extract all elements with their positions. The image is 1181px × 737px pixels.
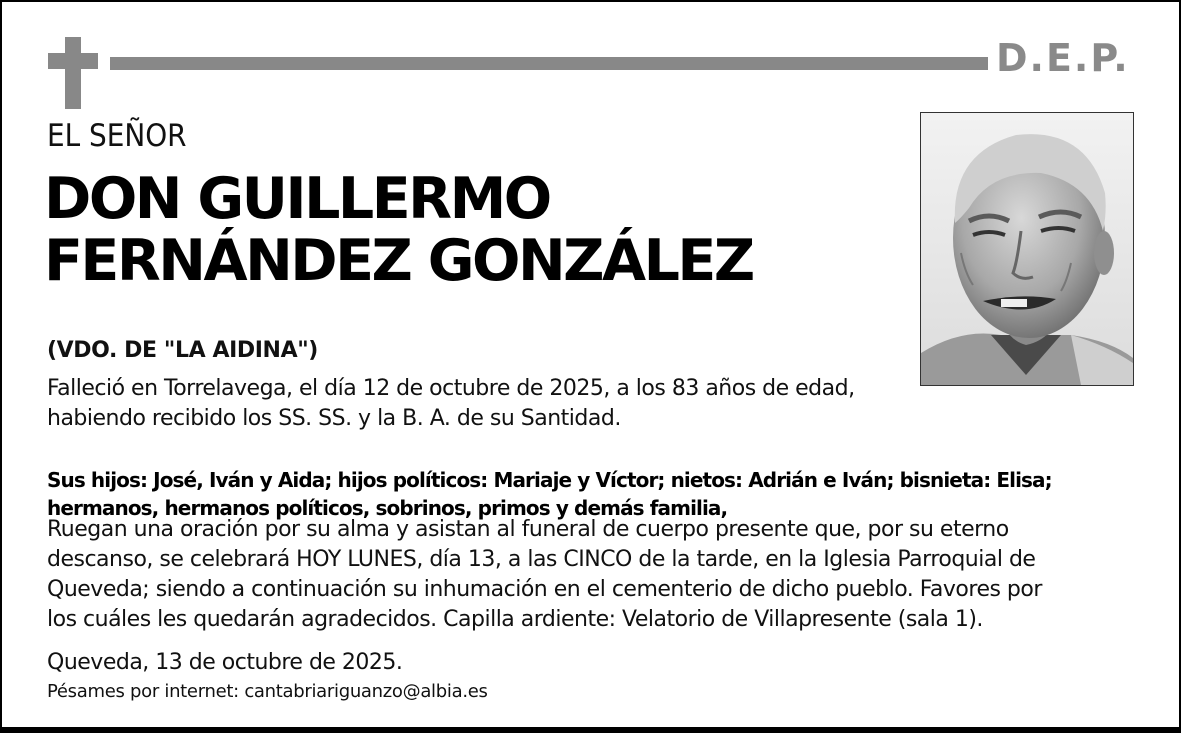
place-date-text: Queveda, 13 de octubre de 2025.	[47, 650, 403, 675]
portrait-photo	[920, 112, 1134, 386]
funeral-line: descanso, se celebrará HOY LUNES, día 13, a las CINCO de la tarde, en la Iglesia Parroquial de	[47, 547, 1036, 572]
funeral-line: los cuáles les quedarán agradecidos. Capilla ardiente: Velatorio de Villapresente (sala 1).	[47, 607, 983, 632]
funeral-line: Ruegan una oración por su alma y asistan al funeral de cuerpo presente que, por su eterno	[47, 517, 1009, 542]
deceased-name	[44, 168, 753, 292]
name-line-1: DON GUILLERMO	[44, 166, 550, 232]
dep-label: D.E.P.	[996, 36, 1130, 80]
name-line-2: FERNÁNDEZ GONZÁLEZ	[44, 228, 753, 294]
header-rule	[110, 57, 988, 70]
family-line: Sus hijos: José, Iván y Aida; hijos políticos: Mariaje y Víctor; nietos: Adrián e Iván; bisnieta: Elisa;	[47, 468, 1052, 492]
death-notice-line: Falleció en Torrelavega, el día 12 de octubre de 2025, a los 83 años de edad,	[47, 376, 855, 401]
family-line: hermanos, hermanos políticos, sobrinos, primos y demás familia,	[47, 496, 728, 520]
portrait-image	[921, 113, 1133, 385]
funeral-notice	[47, 515, 1042, 635]
title-label: EL SEÑOR	[47, 118, 187, 154]
death-notice	[47, 374, 855, 434]
death-notice-line: habiendo recibido los SS. SS. y la B. A. de su Santidad.	[47, 406, 621, 431]
cross-icon	[65, 37, 81, 109]
funeral-line: Queveda; siendo a continuación su inhumación en el cementerio de dicho pueblo. Favores por	[47, 577, 1042, 602]
place-date	[47, 648, 402, 678]
cross-icon-arm	[48, 53, 98, 69]
condolences-line: Pésames por internet: cantabriariguanzo@albia.es	[47, 681, 488, 702]
family-list	[47, 466, 1052, 522]
nickname: (VDO. DE "LA AIDINA")	[47, 338, 318, 363]
